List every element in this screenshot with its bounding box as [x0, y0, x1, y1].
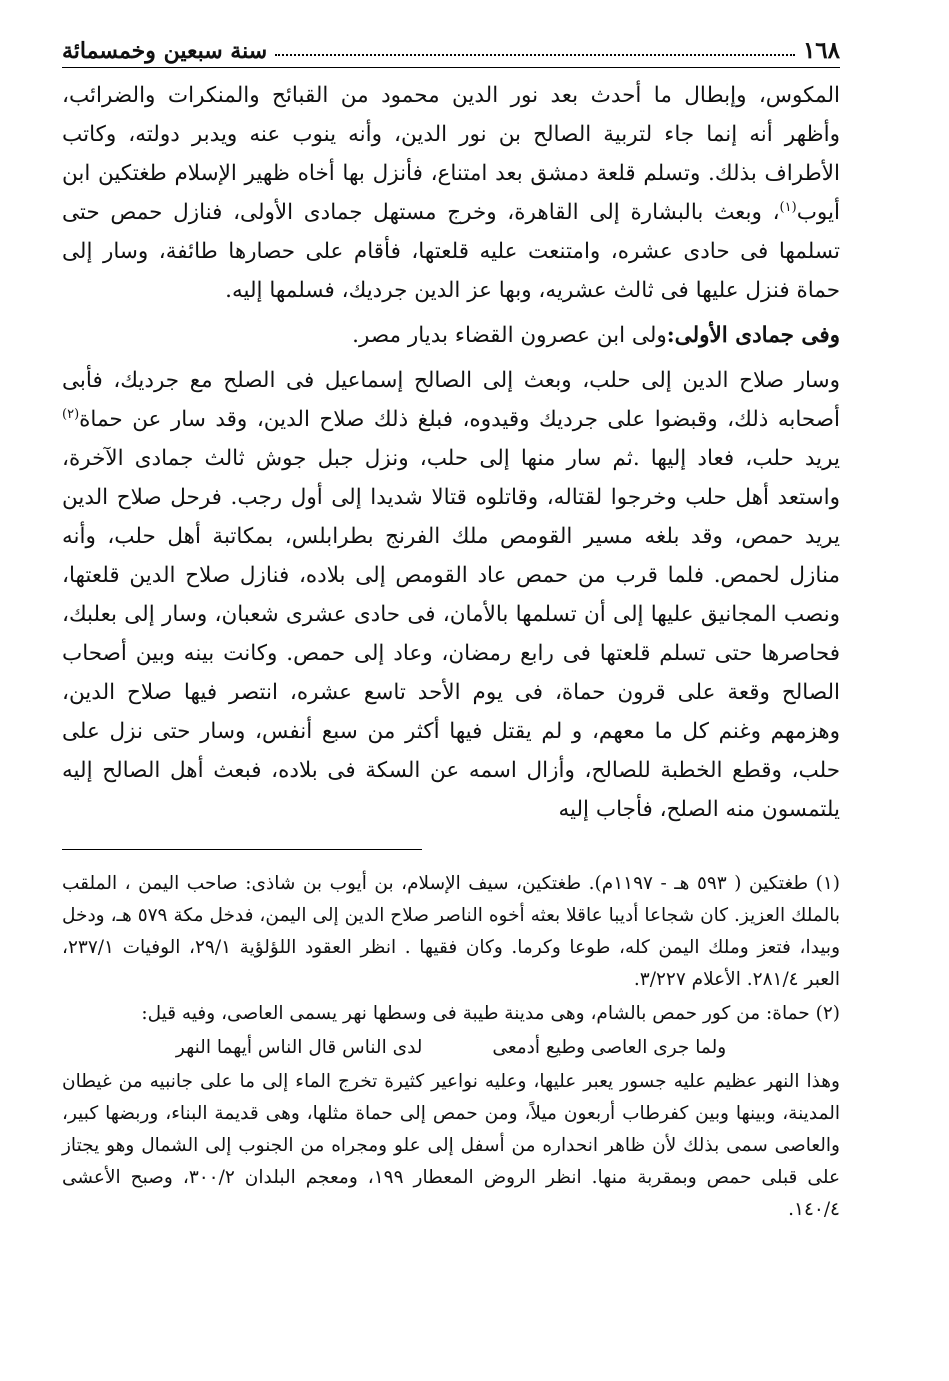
- footnote-2-intro: (٢) حماة: من كور حمص بالشام، وهى مدينة طيبة فى وسطها نهر يسمى العاصى، وفيه قيل:: [141, 1003, 840, 1024]
- paragraph-1: [62, 76, 840, 310]
- book-page: [62, 30, 840, 1360]
- footnote-ref-1: (١): [779, 199, 797, 215]
- paragraph-1-text: المكوس، وإبطال ما أحدث بعد نور الدين محمود من القبائح والمنكرات والضرائب، وأظهر أنه إنما جاء لتربية الصالح بن نور الدين، وأنه ينوب عنه ويدبر دولته، وكاتب الأطراف بذلك. وتسلم قلعة دمشق بعد امتناع، فأنزل بها أخاه ظهير الإسلام طغتكين ابن أيوب: [62, 83, 840, 225]
- footnote-1: (١) طغتكين ( ٥٩٣ هـ - ١١٩٧م). طغتكين، سيف الإسلام، بن أيوب بن شاذى: صاحب اليمن ، الملقب بالملك العزيز. كان شجاعا أديبا عاقلا بعثه أخوه الناصر صلاح الدين إلى اليمن، فدخل مكة ٥٧٩ هـ، ودخل وبيدا، فتعز وملك اليمن كله، طوعا وكرما. وكان فقيها . انظر العقود اللؤلؤية ٢٩/١، الوفيات ٢٣٧/١، العبر ٢٨١/٤. الأعلام ٣/٢٢٧.: [62, 873, 841, 990]
- section-text: ولى ابن عصرون القضاء بديار مصر.: [352, 323, 667, 348]
- verse-second-hemistich: لدى الناس قال الناس أيهما النهر: [175, 1037, 423, 1058]
- footnote-2-rest: وهذا النهر عظيم عليه جسور يعبر عليها، وعليه نواعير كثيرة تخرج الماء إلى ما على جانبيه من غيطان المدينة، وبينها وبين كفرطاب أربعون ميلاً، ومن حمص إلى حماة مثلها، وهى قديمة البناء، وربضها كبير، والعاصى سمى بذلك لأن ظاهر انحداره من أسفل إلى علو ومجراه من الجنوب إلى الشمال وهو يجتاز على قبلى حمص وبمقربة منها. انظر الروض المعطار ١٩٩، ومعجم البلدان ٣٠٠/٢، وصبح الأعشى ١٤٠/٤.: [62, 1071, 840, 1220]
- running-title: سنة سبعين وخمسمائة: [62, 38, 268, 64]
- page-number: ١٦٨: [802, 37, 840, 64]
- paragraph-1-rest: ، وبعث بالبشارة إلى القاهرة، وخرج مستهل جمادى الأولى، فنازل حمص حتى تسلمها فى حادى عشره، وامتنعت عليه قلعتها، فأقام على حصارها طائفة، وسار إلى حماة فنزل عليها فى ثالث عشريه، وبها عز الدين جرديك، فسلمها إليه.: [62, 200, 840, 303]
- section-heading: وفى جمادى الأولى:: [666, 323, 840, 348]
- verse-first-hemistich: ولما جرى العاصى وطيع أدمعى: [492, 1037, 727, 1058]
- main-text: [62, 76, 840, 829]
- footnote-ref-2: (٢): [62, 406, 80, 422]
- poem-verse: [62, 1032, 840, 1064]
- footnotes: [62, 868, 840, 1226]
- paragraph-2: [62, 361, 840, 829]
- footnote-separator: [62, 849, 422, 850]
- paragraph-2-rest: يريد حلب، فعاد إليها .ثم سار منها إلى حلب، ونزل جبل جوش ثالث جمادى الآخرة، واستعد أهل حلب وخرجوا لقتاله، وقاتلوه قتالا شديدا إلى أول رجب. فرحل صلاح الدين يريد حمص، وقد بلغه مسير القومص ملك الفرنج بطرابلس، بمكاتبة أهل حلب، وأنه منازل لحمص. فلما قرب من حمص عاد القومص إلى بلاده، فنازل صلاح الدين قلعتها، ونصب المجانيق عليها إلى أن تسلمها بالأمان، فى حادى عشرى شعبان، وسار إلى بعلبك، فحاصرها حتى تسلم قلعتها فى رابع رمضان، وعاد إلى حمص. وكانت بينه وبين أصحاب الصالح وقعة على قرون حماة، فى يوم الأحد تاسع عشره، انتصر فيها صلاح الدين، وهزمهم وغنم كل ما معهم، و لم يقتل فيها أكثر من سبع أنفس، وسار حتى نزل على حلب، وقطع الخطبة للصالح، وأزال اسمه عن السكة فى بلاده، فبعث أهل الصالح إليه يلتمسون منه الصلح، فأجاب إليه: [62, 446, 840, 822]
- paragraph-2-start: وسار صلاح الدين إلى حلب، وبعث إلى الصالح إسماعيل فى الصلح مع جرديك، فأبى أصحابه ذلك، وقبضوا على جرديك وقيدوه، فبلغ ذلك صلاح الدين، وقد سار عن حماة: [62, 368, 840, 432]
- section-line: [62, 316, 840, 355]
- page-header: [62, 30, 840, 68]
- header-dot-leader: [275, 54, 795, 56]
